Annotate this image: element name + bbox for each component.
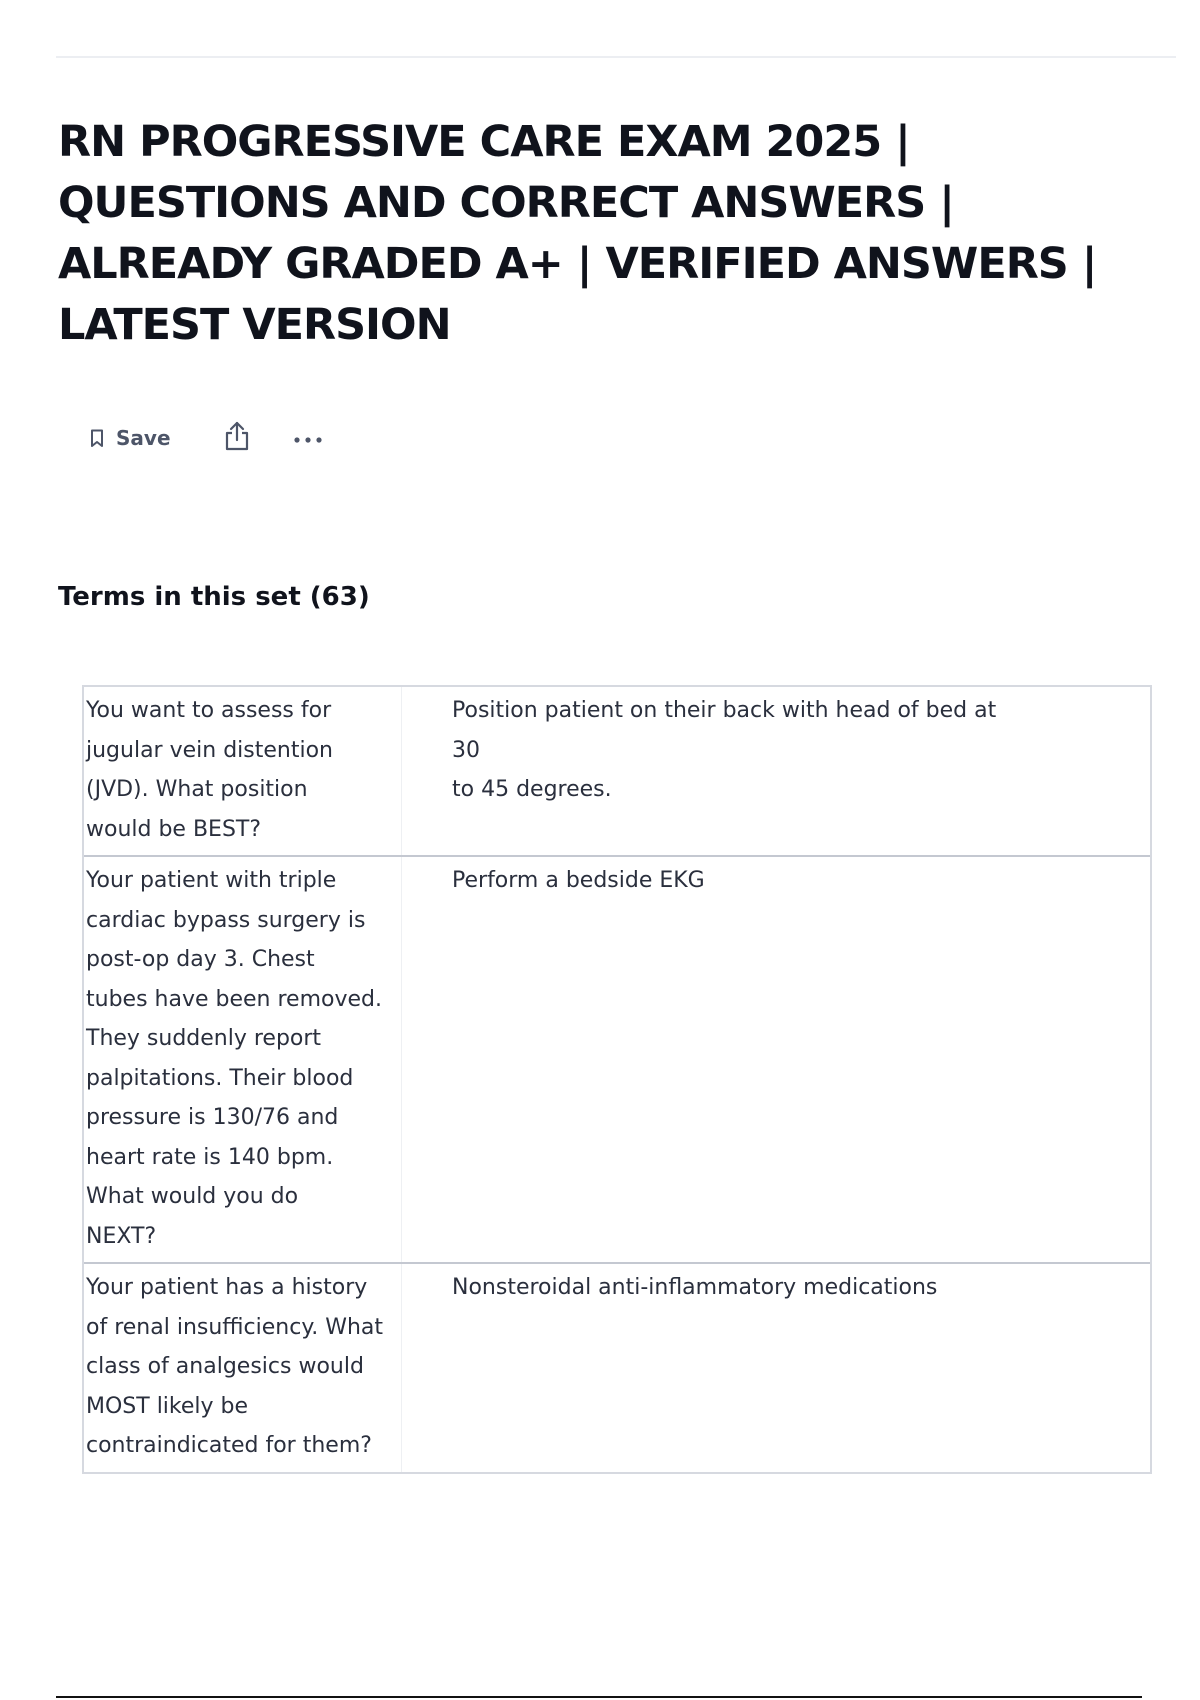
table-row [84, 1262, 1150, 1472]
table-row [84, 687, 1150, 855]
share-button[interactable] [223, 420, 251, 456]
more-options-button[interactable] [293, 429, 323, 448]
terms-heading: Terms in this set (63) [58, 582, 370, 612]
share-icon [223, 420, 251, 456]
terms-table [82, 685, 1152, 1474]
definition-text: Perform a bedside EKG [452, 868, 705, 893]
definition-text: Position patient on their back with head of bed at 30 to 45 degrees. [452, 698, 997, 802]
bottom-divider [56, 1696, 1142, 1698]
term-text: Your patient with triple cardiac bypass surgery is post-op day 3. Chest tubes have been removed. They suddenly report palpitations. Their blood pressure is 130/76 and heart rate is 140 bpm. What would you do NEXT? [84, 857, 402, 1262]
more-horizontal-icon [293, 429, 323, 448]
page-title: RN PROGRESSIVE CARE EXAM 2025 | QUESTIONS AND CORRECT ANSWERS | ALREADY GRADED A+ | VERIFIED ANSWERS | LATEST VERSION [58, 117, 1097, 350]
table-row [84, 855, 1150, 1262]
bookmark-icon [90, 429, 104, 448]
term-text: You want to assess for jugular vein distention (JVD). What position would be BEST? [84, 687, 402, 855]
definition-text: Nonsteroidal anti-inflammatory medications [452, 1275, 938, 1300]
save-label: Save [116, 426, 171, 450]
top-divider [56, 56, 1176, 58]
save-button[interactable] [84, 422, 177, 454]
action-toolbar [84, 418, 323, 458]
term-text: Your patient has a history of renal insufficiency. What class of analgesics would MOST likely be contraindicated for them? [84, 1264, 402, 1472]
